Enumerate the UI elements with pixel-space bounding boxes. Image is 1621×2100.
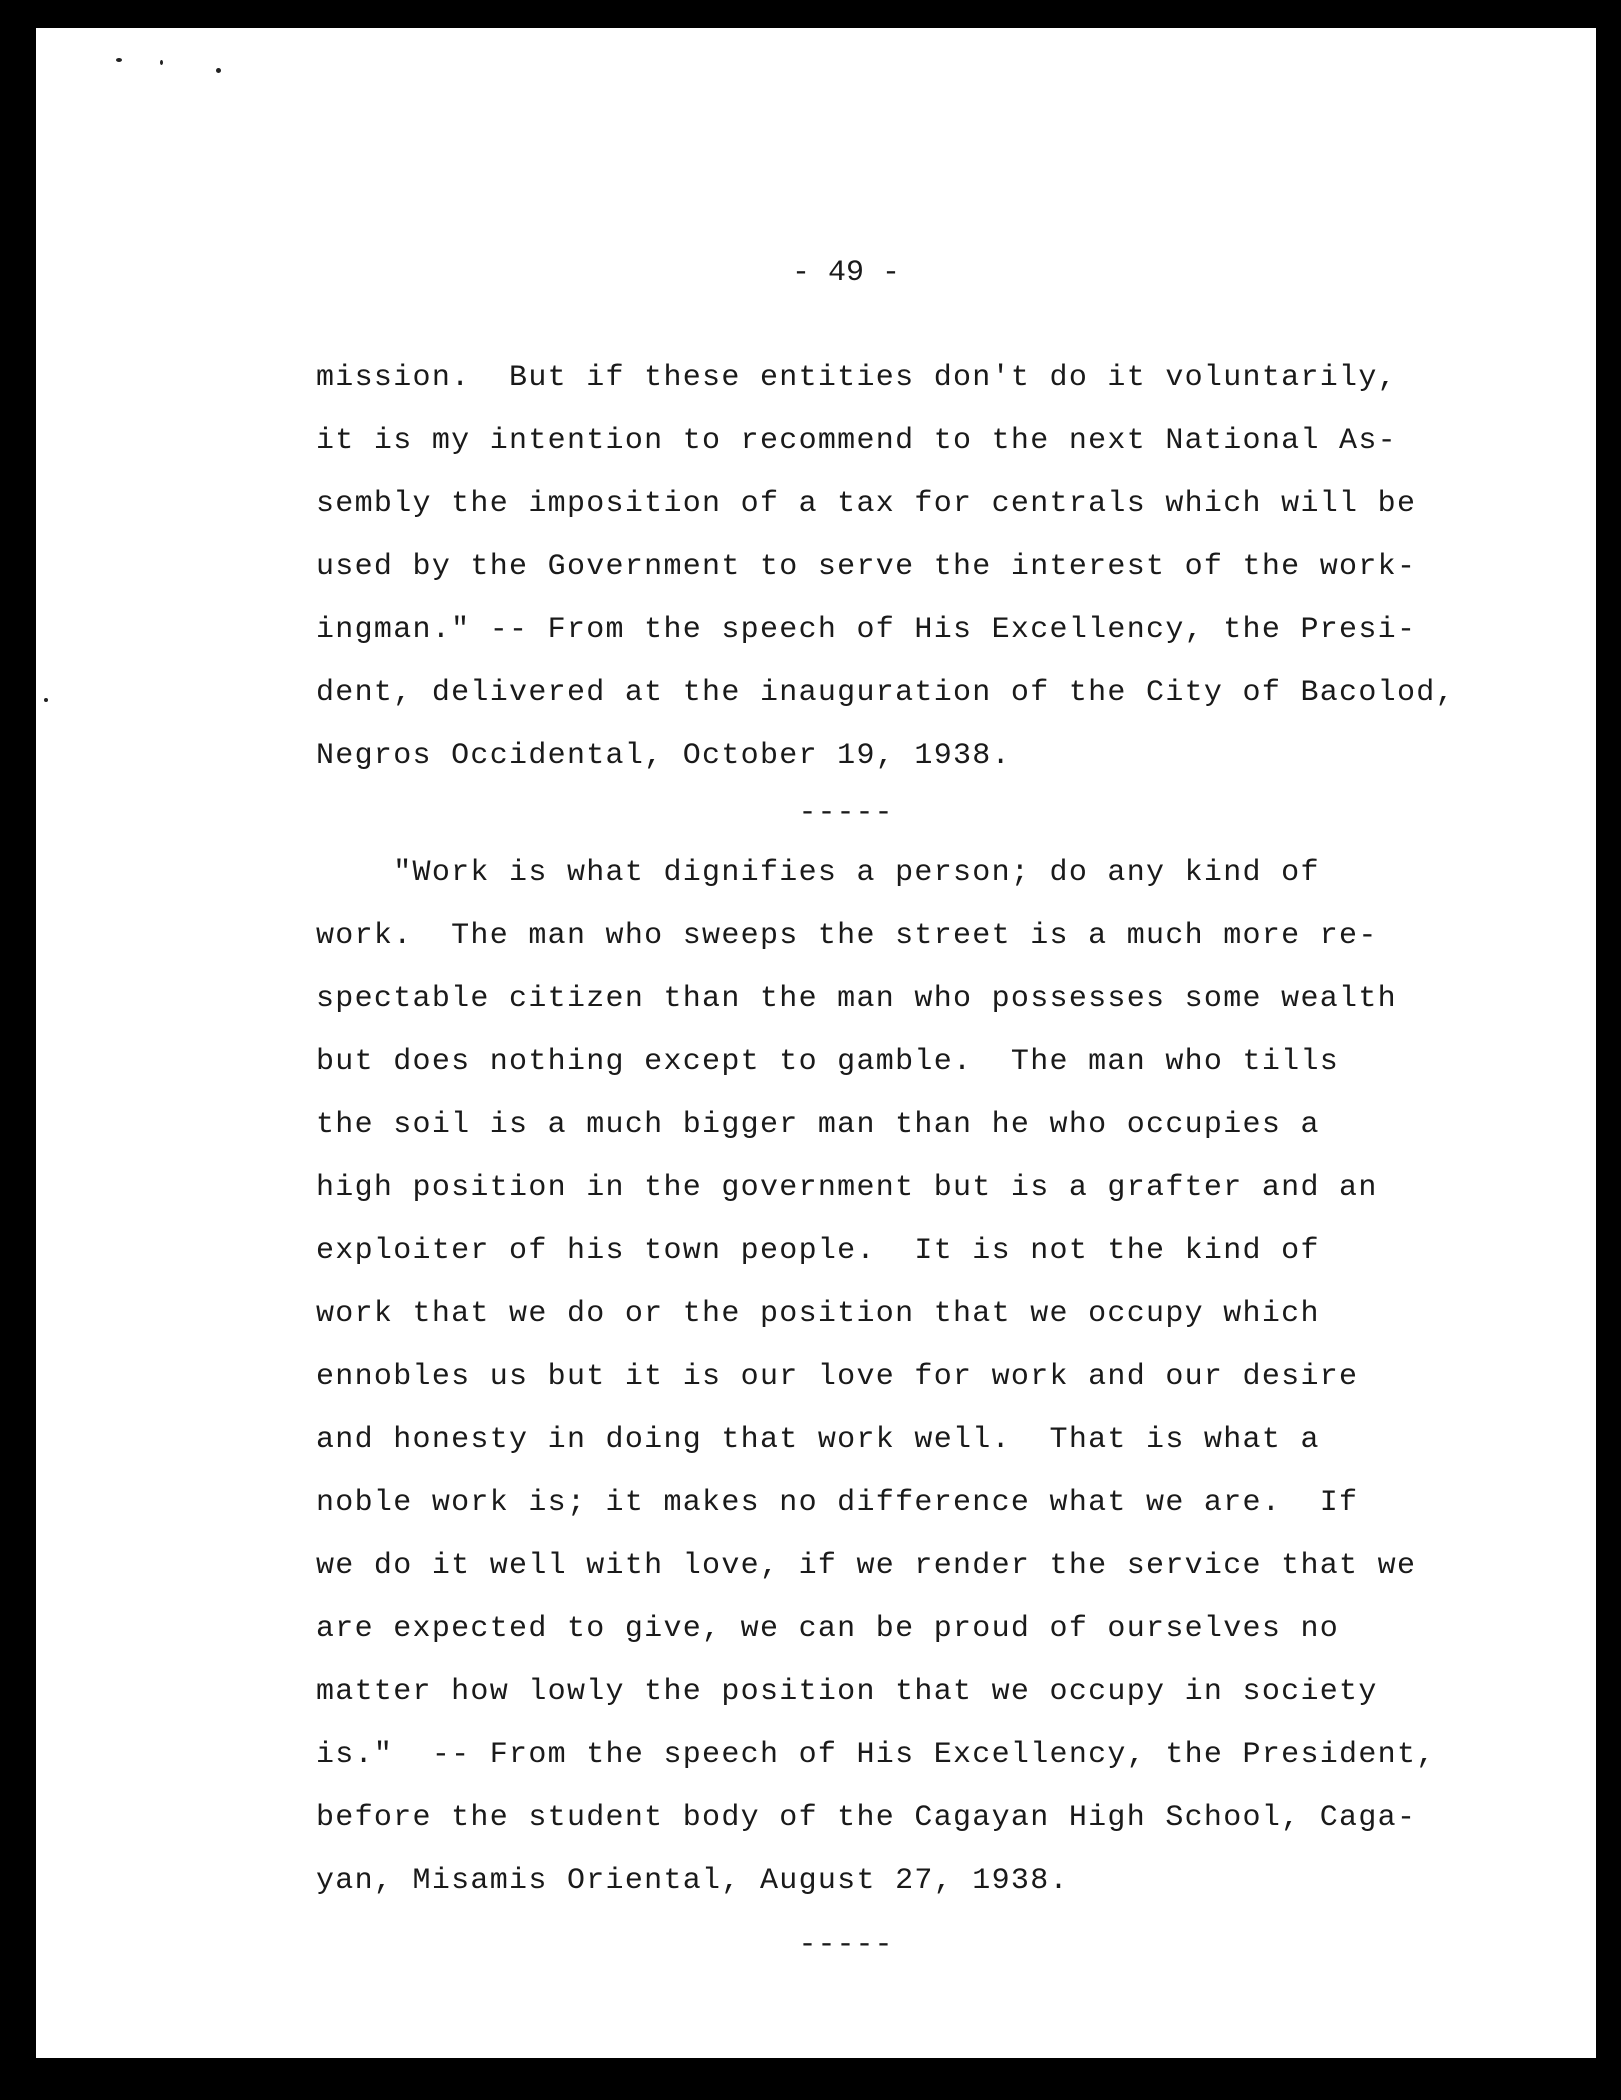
text-line: we do it well with love, if we render the service that we [316, 1549, 1417, 1583]
section-separator: ----- [798, 1928, 894, 1962]
text-line: is." -- From the speech of His Excellency, the President, [316, 1738, 1436, 1772]
text-line: Negros Occidental, October 19, 1938. [316, 739, 1011, 773]
text-line: work. The man who sweeps the street is a much more re- [316, 919, 1378, 953]
text-line: ingman." -- From the speech of His Excellency, the Presi- [316, 613, 1417, 647]
page-number: - 49 - [791, 256, 901, 290]
text-line: mission. But if these entities don't do it voluntarily, [316, 361, 1397, 395]
text-line: but does nothing except to gamble. The man who tills [316, 1045, 1340, 1079]
text-line: sembly the imposition of a tax for centrals which will be [316, 487, 1417, 521]
text-line: are expected to give, we can be proud of ourselves no [316, 1612, 1340, 1646]
text-line: it is my intention to recommend to the next National As- [316, 424, 1397, 458]
scan-speck [116, 58, 122, 62]
text-line: and honesty in doing that work well. That is what a [316, 1423, 1320, 1457]
text-line: spectable citizen than the man who possesses some wealth [316, 982, 1397, 1016]
section-separator: ----- [798, 796, 894, 830]
scan-speck [160, 60, 163, 65]
text-line: "Work is what dignifies a person; do any kind of [316, 856, 1320, 890]
text-line: work that we do or the position that we occupy which [316, 1297, 1320, 1331]
text-line: exploiter of his town people. It is not the kind of [316, 1234, 1320, 1268]
text-line: the soil is a much bigger man than he who occupies a [316, 1108, 1320, 1142]
scan-speck [44, 698, 48, 702]
text-line: used by the Government to serve the interest of the work- [316, 550, 1417, 584]
text-line: dent, delivered at the inauguration of the City of Bacolod, [316, 676, 1455, 710]
text-line: matter how lowly the position that we occupy in society [316, 1675, 1378, 1709]
text-line: yan, Misamis Oriental, August 27, 1938. [316, 1864, 1069, 1898]
scan-speck [216, 68, 221, 73]
text-line: before the student body of the Cagayan High School, Caga- [316, 1801, 1417, 1835]
text-line: high position in the government but is a grafter and an [316, 1171, 1378, 1205]
text-line: ennobles us but it is our love for work and our desire [316, 1360, 1359, 1394]
document-page [36, 28, 1596, 2058]
text-line: noble work is; it makes no difference what we are. If [316, 1486, 1359, 1520]
